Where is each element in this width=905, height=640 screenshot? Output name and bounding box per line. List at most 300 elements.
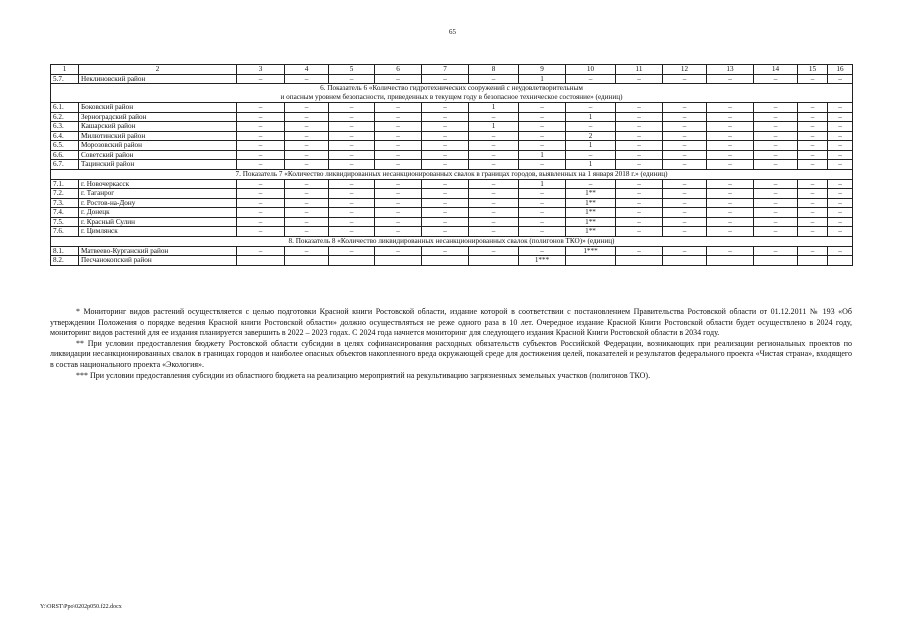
row-value-cell: – <box>422 141 469 151</box>
row-value-cell: – <box>754 189 798 199</box>
footnote-3: *** При условии предоставления субсидии из областного бюджета на реализацию мероприятий на рекультивацию загрязненных земельных участков (полигонов ТКО). <box>76 370 651 380</box>
row-value-cell: – <box>616 227 663 237</box>
row-value-cell: – <box>237 150 285 160</box>
row-value-cell: – <box>375 198 422 208</box>
row-value-cell: – <box>707 227 754 237</box>
row-value-cell: – <box>828 217 853 227</box>
row-value-cell: – <box>285 179 329 189</box>
row-value-cell: – <box>663 103 707 113</box>
row-value-cell: – <box>329 198 375 208</box>
indicator-table <box>50 64 853 266</box>
column-header: 1 <box>51 65 79 75</box>
row-value-cell: – <box>566 103 616 113</box>
row-value-cell: – <box>375 131 422 141</box>
row-value-cell: – <box>519 141 566 151</box>
row-value-cell <box>828 256 853 266</box>
row-value-cell: – <box>707 179 754 189</box>
column-header: 3 <box>237 65 285 75</box>
row-value-cell: – <box>285 141 329 151</box>
row-value-cell: – <box>828 179 853 189</box>
row-value-cell: – <box>707 217 754 227</box>
row-value-cell: – <box>828 227 853 237</box>
row-value-cell: – <box>798 112 828 122</box>
row-value-cell: – <box>663 150 707 160</box>
row-value-cell: – <box>707 160 754 170</box>
row-value-cell: – <box>519 217 566 227</box>
row-value-cell: – <box>285 246 329 256</box>
row-value-cell: 1 <box>566 112 616 122</box>
table-row <box>51 112 853 122</box>
table-row <box>51 74 853 84</box>
row-number: 7.1. <box>51 179 79 189</box>
row-value-cell: – <box>707 74 754 84</box>
row-value-cell: – <box>469 217 519 227</box>
row-value-cell <box>707 256 754 266</box>
row-value-cell: – <box>329 122 375 132</box>
page-number: 65 <box>449 28 456 36</box>
row-value-cell: – <box>329 103 375 113</box>
row-value-cell: – <box>329 160 375 170</box>
row-value-cell: – <box>329 246 375 256</box>
row-value-cell: – <box>422 74 469 84</box>
row-district-name: г. Цимлянск <box>79 227 237 237</box>
row-value-cell: – <box>237 141 285 151</box>
row-value-cell: – <box>616 179 663 189</box>
section-row <box>51 84 853 103</box>
row-value-cell: – <box>707 141 754 151</box>
row-district-name: Зерноградский район <box>79 112 237 122</box>
row-value-cell: – <box>237 198 285 208</box>
row-value-cell: – <box>422 103 469 113</box>
row-value-cell: 1 <box>566 160 616 170</box>
row-value-cell <box>663 256 707 266</box>
row-value-cell: – <box>798 150 828 160</box>
table-row <box>51 179 853 189</box>
section-title-line: 7. Показатель 7 «Количество ликвидированных несанкционированных свалок в границах городов, выявленных на 1 января 2018 г.» (единиц) <box>235 169 668 178</box>
row-value-cell: – <box>237 227 285 237</box>
row-value-cell: – <box>754 131 798 141</box>
row-value-cell: – <box>798 227 828 237</box>
row-value-cell <box>616 256 663 266</box>
row-value-cell: – <box>329 208 375 218</box>
row-value-cell: – <box>566 150 616 160</box>
row-value-cell: – <box>616 74 663 84</box>
row-value-cell: – <box>519 112 566 122</box>
row-value-cell: 1*** <box>519 256 566 266</box>
row-value-cell: – <box>422 112 469 122</box>
row-value-cell <box>329 256 375 266</box>
footnotes <box>50 307 852 381</box>
row-value-cell: – <box>285 208 329 218</box>
row-value-cell: – <box>375 189 422 199</box>
row-number: 6.2. <box>51 112 79 122</box>
row-value-cell: 1 <box>469 122 519 132</box>
section-title <box>51 236 853 246</box>
row-value-cell: – <box>663 179 707 189</box>
row-value-cell: – <box>422 189 469 199</box>
row-value-cell: – <box>237 160 285 170</box>
row-number: 6.7. <box>51 160 79 170</box>
row-value-cell: 1 <box>519 74 566 84</box>
row-value-cell: – <box>754 246 798 256</box>
row-district-name: Кашарский район <box>79 122 237 132</box>
table-row <box>51 189 853 199</box>
row-value-cell: – <box>798 189 828 199</box>
row-value-cell: – <box>616 208 663 218</box>
row-value-cell: – <box>237 179 285 189</box>
row-number: 6.5. <box>51 141 79 151</box>
footnote-2: ** При условии предоставления бюджету Ростовской области субсидии в целях софинансирования расходных обязательств субъектов Российской Федерации, возникающих при реализации региональных проектов по ликвидации несанкционированных свалок в границах городов и наиболее опасных объектов накопленного вреда окружающей среде для достижения целей, показателей и результатов федерального проекта «Чистая страна», входящего в состав национального проекта «Экология». <box>50 338 852 369</box>
row-value-cell: – <box>375 150 422 160</box>
row-value-cell: – <box>828 189 853 199</box>
row-value-cell: – <box>375 227 422 237</box>
row-value-cell: – <box>469 150 519 160</box>
row-value-cell: – <box>329 189 375 199</box>
row-value-cell: – <box>707 112 754 122</box>
section-title-line: и опасным уровнем безопасности, приведенных в текущем году в безопасное техническое состояние» (единиц) <box>280 93 623 101</box>
row-value-cell: – <box>828 131 853 141</box>
row-value-cell: – <box>375 112 422 122</box>
row-value-cell: – <box>285 103 329 113</box>
column-header: 10 <box>566 65 616 75</box>
row-district-name: Матвеево-Курганский район <box>79 246 237 256</box>
row-value-cell: 1** <box>566 217 616 227</box>
row-value-cell: – <box>798 217 828 227</box>
section-title-line: 6. Показатель 6 «Количество гидротехнических сооружений с неудовлетворительным <box>320 84 583 92</box>
row-district-name: Морозовский район <box>79 141 237 151</box>
row-district-name: г. Красный Сулин <box>79 217 237 227</box>
row-value-cell: – <box>798 122 828 132</box>
row-value-cell: – <box>285 150 329 160</box>
row-value-cell: – <box>616 198 663 208</box>
row-value-cell: – <box>237 122 285 132</box>
row-value-cell: – <box>616 160 663 170</box>
table-row <box>51 227 853 237</box>
table-row <box>51 217 853 227</box>
row-value-cell: – <box>707 189 754 199</box>
row-number: 8.2. <box>51 256 79 266</box>
section-title <box>51 169 853 179</box>
row-value-cell: – <box>237 131 285 141</box>
row-value-cell: – <box>375 246 422 256</box>
row-value-cell <box>566 256 616 266</box>
row-value-cell: – <box>237 217 285 227</box>
row-value-cell: 1 <box>469 103 519 113</box>
row-value-cell: – <box>285 131 329 141</box>
table-row <box>51 150 853 160</box>
row-value-cell: – <box>798 198 828 208</box>
row-value-cell: – <box>469 74 519 84</box>
row-value-cell: 1 <box>519 150 566 160</box>
row-value-cell: – <box>422 198 469 208</box>
row-value-cell: – <box>754 103 798 113</box>
row-value-cell: – <box>707 150 754 160</box>
row-value-cell: – <box>469 189 519 199</box>
row-number: 5.7. <box>51 74 79 84</box>
row-value-cell: – <box>375 74 422 84</box>
row-value-cell: – <box>329 112 375 122</box>
row-value-cell: – <box>519 208 566 218</box>
row-value-cell: – <box>754 227 798 237</box>
row-value-cell: – <box>754 150 798 160</box>
row-value-cell: – <box>375 122 422 132</box>
row-value-cell: – <box>422 227 469 237</box>
table-row <box>51 208 853 218</box>
row-value-cell: 1** <box>566 227 616 237</box>
row-value-cell: – <box>375 208 422 218</box>
row-value-cell: – <box>707 246 754 256</box>
row-value-cell: – <box>237 103 285 113</box>
row-value-cell <box>285 256 329 266</box>
file-path: Y:\ORST\Ppo\0202p050.f22.docx <box>40 604 122 610</box>
row-value-cell: – <box>566 122 616 132</box>
row-value-cell: – <box>707 198 754 208</box>
row-value-cell: – <box>422 160 469 170</box>
row-number: 7.2. <box>51 189 79 199</box>
row-district-name: Милютинский район <box>79 131 237 141</box>
row-district-name: г. Донецк <box>79 208 237 218</box>
row-value-cell: – <box>237 208 285 218</box>
row-value-cell: – <box>798 103 828 113</box>
section-row <box>51 236 853 246</box>
row-value-cell <box>237 256 285 266</box>
row-value-cell: – <box>798 131 828 141</box>
row-value-cell: – <box>754 122 798 132</box>
row-value-cell: – <box>285 122 329 132</box>
row-value-cell: – <box>469 227 519 237</box>
table-row <box>51 131 853 141</box>
row-value-cell <box>375 256 422 266</box>
row-value-cell: – <box>616 217 663 227</box>
row-value-cell: – <box>616 103 663 113</box>
row-district-name: Боковский район <box>79 103 237 113</box>
row-value-cell: – <box>828 160 853 170</box>
row-value-cell: – <box>422 179 469 189</box>
row-value-cell: – <box>828 198 853 208</box>
row-value-cell: – <box>469 208 519 218</box>
row-value-cell: – <box>285 74 329 84</box>
row-value-cell <box>422 256 469 266</box>
row-value-cell: – <box>663 189 707 199</box>
row-number: 7.5. <box>51 217 79 227</box>
row-value-cell: – <box>828 208 853 218</box>
row-value-cell: – <box>329 227 375 237</box>
row-value-cell: – <box>519 160 566 170</box>
row-value-cell: – <box>798 246 828 256</box>
row-number: 6.3. <box>51 122 79 132</box>
row-value-cell: – <box>707 103 754 113</box>
row-value-cell: 1** <box>566 208 616 218</box>
row-value-cell: – <box>237 112 285 122</box>
row-value-cell: – <box>469 141 519 151</box>
row-district-name: г. Ростов-на-Дону <box>79 198 237 208</box>
row-value-cell: – <box>375 160 422 170</box>
row-value-cell: – <box>798 160 828 170</box>
row-value-cell: – <box>285 227 329 237</box>
table-row <box>51 122 853 132</box>
row-value-cell: – <box>663 160 707 170</box>
row-value-cell <box>469 256 519 266</box>
section-row <box>51 169 853 179</box>
row-value-cell: – <box>828 122 853 132</box>
row-value-cell: – <box>663 122 707 132</box>
row-value-cell <box>754 256 798 266</box>
row-value-cell: – <box>237 74 285 84</box>
column-header: 9 <box>519 65 566 75</box>
row-value-cell: 1** <box>566 198 616 208</box>
row-value-cell: – <box>566 179 616 189</box>
row-value-cell: – <box>798 208 828 218</box>
row-value-cell: 1*** <box>566 246 616 256</box>
row-district-name: Тацинский район <box>79 160 237 170</box>
column-header: 15 <box>798 65 828 75</box>
column-header: 16 <box>828 65 853 75</box>
row-value-cell: – <box>329 131 375 141</box>
row-value-cell: – <box>707 131 754 141</box>
row-value-cell: 1** <box>566 189 616 199</box>
row-value-cell: – <box>707 122 754 132</box>
row-value-cell: 1 <box>566 141 616 151</box>
column-header: 5 <box>329 65 375 75</box>
row-value-cell: – <box>329 179 375 189</box>
row-value-cell: – <box>566 74 616 84</box>
row-value-cell: – <box>754 160 798 170</box>
row-value-cell: – <box>329 217 375 227</box>
column-header: 14 <box>754 65 798 75</box>
row-value-cell: – <box>663 227 707 237</box>
row-value-cell: – <box>519 227 566 237</box>
row-value-cell: – <box>616 189 663 199</box>
table-row <box>51 103 853 113</box>
row-value-cell: – <box>519 189 566 199</box>
row-number: 6.4. <box>51 131 79 141</box>
row-value-cell: – <box>616 150 663 160</box>
row-value-cell: – <box>422 246 469 256</box>
row-number: 6.1. <box>51 103 79 113</box>
row-value-cell: 1 <box>519 179 566 189</box>
row-value-cell: – <box>469 198 519 208</box>
row-value-cell: – <box>616 122 663 132</box>
row-value-cell: – <box>828 74 853 84</box>
row-district-name: г. Новочеркасск <box>79 179 237 189</box>
row-value-cell: – <box>285 112 329 122</box>
row-number: 6.6. <box>51 150 79 160</box>
row-value-cell: – <box>519 198 566 208</box>
row-value-cell: – <box>798 179 828 189</box>
row-value-cell: – <box>422 217 469 227</box>
row-value-cell: – <box>828 103 853 113</box>
row-district-name: Песчанокопский район <box>79 256 237 266</box>
column-header: 12 <box>663 65 707 75</box>
row-value-cell: – <box>663 217 707 227</box>
row-value-cell: – <box>663 208 707 218</box>
footnote-1: * Мониторинг видов растений осуществляется с целью подготовки Красной книги Ростовской области, издание которой в соответствии с постановлением Правительства Ростовской области от 01.12.2011 № 193 «Об утверждении Положения о порядке ведения Красной книги Ростовской области» должно осуществляться не реже одного раза в 10 лет. Очередное издание Красной Книги Ростовской области будет осуществлено в 2024 году, мониторинг видов растений для ее издания планируется завершить в 2022 – 2023 годах. С 2024 года начнется мониторинг для следующего издания Красной Книги Ростовской области в 2034 году. <box>50 307 852 338</box>
row-value-cell: – <box>754 198 798 208</box>
row-value-cell: – <box>469 112 519 122</box>
row-value-cell: – <box>285 198 329 208</box>
table-row <box>51 256 853 266</box>
table-row <box>51 246 853 256</box>
column-header: 2 <box>79 65 237 75</box>
row-number: 7.4. <box>51 208 79 218</box>
row-value-cell: – <box>663 131 707 141</box>
row-value-cell <box>798 256 828 266</box>
row-value-cell: – <box>754 112 798 122</box>
row-value-cell: – <box>663 141 707 151</box>
row-value-cell: – <box>828 141 853 151</box>
row-value-cell: – <box>663 112 707 122</box>
table-row <box>51 160 853 170</box>
row-value-cell: – <box>375 217 422 227</box>
row-value-cell: – <box>375 179 422 189</box>
row-value-cell: – <box>663 198 707 208</box>
row-value-cell: 2 <box>566 131 616 141</box>
row-value-cell: – <box>754 217 798 227</box>
row-value-cell: – <box>469 179 519 189</box>
row-value-cell: – <box>469 160 519 170</box>
row-number: 8.1. <box>51 246 79 256</box>
row-value-cell: – <box>285 160 329 170</box>
section-title <box>51 84 853 103</box>
section-title-line: 8. Показатель 8 «Количество ликвидированных несанкционированных свалок (полигонов ТКО)» (единиц) <box>288 236 615 245</box>
row-district-name: г. Таганрог <box>79 189 237 199</box>
row-value-cell: – <box>285 189 329 199</box>
header-row <box>51 65 853 75</box>
row-value-cell: – <box>798 74 828 84</box>
table-row <box>51 198 853 208</box>
row-value-cell: – <box>422 131 469 141</box>
row-number: 7.6. <box>51 227 79 237</box>
row-value-cell: – <box>754 74 798 84</box>
row-value-cell: – <box>616 131 663 141</box>
row-value-cell: – <box>798 141 828 151</box>
row-value-cell: – <box>422 208 469 218</box>
row-value-cell: – <box>707 208 754 218</box>
row-value-cell: – <box>329 74 375 84</box>
row-value-cell: – <box>754 208 798 218</box>
row-value-cell: – <box>663 246 707 256</box>
column-header: 7 <box>422 65 469 75</box>
row-value-cell: – <box>519 122 566 132</box>
row-value-cell: – <box>469 131 519 141</box>
row-value-cell: – <box>375 103 422 113</box>
row-value-cell: – <box>375 141 422 151</box>
row-value-cell: – <box>519 103 566 113</box>
column-header: 8 <box>469 65 519 75</box>
row-value-cell: – <box>422 122 469 132</box>
row-value-cell: – <box>663 74 707 84</box>
column-header: 6 <box>375 65 422 75</box>
row-value-cell: – <box>237 246 285 256</box>
column-header: 11 <box>616 65 663 75</box>
row-value-cell: – <box>616 246 663 256</box>
row-value-cell: – <box>237 189 285 199</box>
row-value-cell: – <box>422 150 469 160</box>
row-value-cell: – <box>828 112 853 122</box>
row-value-cell: – <box>329 150 375 160</box>
row-value-cell: – <box>754 179 798 189</box>
row-value-cell: – <box>828 246 853 256</box>
row-value-cell: – <box>828 150 853 160</box>
column-header: 4 <box>285 65 329 75</box>
row-district-name: Советский район <box>79 150 237 160</box>
row-value-cell: – <box>519 246 566 256</box>
row-value-cell: – <box>519 131 566 141</box>
row-value-cell: – <box>754 141 798 151</box>
row-value-cell: – <box>616 112 663 122</box>
table-row <box>51 141 853 151</box>
row-value-cell: – <box>469 246 519 256</box>
